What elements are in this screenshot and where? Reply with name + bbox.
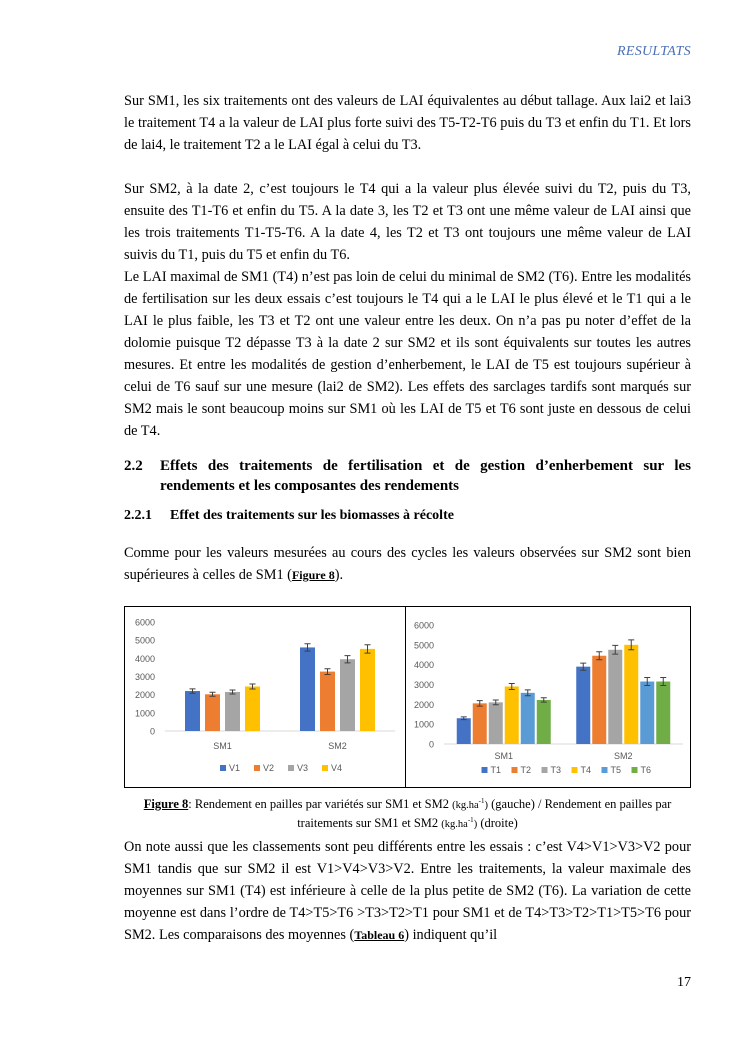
legend-label-V3: V3 xyxy=(297,763,309,773)
bar-T3-SM1 xyxy=(489,702,503,744)
bar-T6-SM2 xyxy=(656,682,670,744)
text: ) xyxy=(473,819,478,831)
chart-traitements xyxy=(405,606,691,788)
y-tick-label: 1000 xyxy=(134,708,155,719)
heading-number: 2.2.1 xyxy=(124,508,152,523)
heading-number: 2.2 xyxy=(124,458,143,474)
text: : Rendement en pailles par variétés sur SM1 et SM2 xyxy=(188,797,453,812)
text: (droite) xyxy=(477,816,518,831)
paragraph-4 xyxy=(124,542,691,586)
text: -1 xyxy=(467,816,474,825)
subsection-heading-2-2-1 xyxy=(124,508,454,524)
bar-V3-SM2 xyxy=(340,659,355,731)
y-tick-label: 3000 xyxy=(134,672,155,682)
text: ) indiquent qu’il xyxy=(404,927,498,943)
x-tick-label: SM1 xyxy=(494,751,514,761)
bar-T3-SM2 xyxy=(608,650,622,744)
legend-label-V2: V2 xyxy=(263,763,275,773)
x-tick-label: SM2 xyxy=(613,751,633,761)
legend-label-T2: T2 xyxy=(520,765,532,775)
legend-swatch-V2 xyxy=(254,765,260,771)
legend-swatch-V1 xyxy=(220,765,226,771)
legend-swatch-T3 xyxy=(542,767,548,773)
legend-swatch-T2 xyxy=(512,767,518,773)
bar-V2-SM2 xyxy=(320,672,335,731)
heading-text: Effets des traitements de fertilisation et de gestion d’enherbement sur les rendements et les composantes des rendements xyxy=(160,458,691,494)
y-tick-label: 6000 xyxy=(413,620,434,631)
bar-T4-SM1 xyxy=(505,686,519,744)
figure-reference-link[interactable]: Figure 8 xyxy=(291,568,335,582)
x-tick-label: SM2 xyxy=(328,741,347,751)
y-tick-label: 5000 xyxy=(413,640,434,651)
legend-swatch-V3 xyxy=(288,765,294,771)
legend-label-T1: T1 xyxy=(490,765,502,775)
bar-V1-SM2 xyxy=(300,647,315,731)
y-tick-label: 6000 xyxy=(134,617,155,628)
legend-label-T4: T4 xyxy=(580,765,592,775)
paragraph-2: Sur SM2, à la date 2, c’est toujours le T4 qui a la valeur plus élevée suivi du T2, puis du T3, ensuite des T1-T6 et enfin du T5. A la date 3, les T2 et T3 ont une même valeur de LAI ainsi que les trois traitements T1-T5-T6. A la date 4, les T2 et T3 ont toujours une même valeur de LAI suivis du T1, puis du T5 et enfin du T6. xyxy=(124,181,691,263)
legend-label-T5: T5 xyxy=(610,765,622,775)
bar-T2-SM1 xyxy=(473,703,487,744)
y-tick-label: 4000 xyxy=(413,660,434,671)
figure-caption xyxy=(124,794,691,832)
section-heading-2-2 xyxy=(124,456,691,496)
page-number: 17 xyxy=(677,975,691,990)
bar-T4-SM2 xyxy=(624,645,638,744)
legend-swatch-T5 xyxy=(602,767,608,773)
text: (kg.ha xyxy=(452,800,479,812)
bar-T1-SM1 xyxy=(457,718,471,744)
chart-varietes-svg xyxy=(125,607,406,787)
chart-varietes xyxy=(124,606,407,788)
table-reference-link[interactable]: Tableau 6 xyxy=(354,928,405,942)
legend-swatch-T6 xyxy=(632,767,638,773)
y-tick-label: 5000 xyxy=(134,635,155,646)
legend-label-T3: T3 xyxy=(550,765,562,775)
bar-V4-SM2 xyxy=(360,649,375,731)
heading-text: Effet des traitements sur les biomasses à récolte xyxy=(170,508,454,523)
x-tick-label: SM1 xyxy=(213,741,232,751)
text: ) xyxy=(484,800,489,812)
text: (gauche) / Rendement en pailles par traitements sur SM1 et SM2 xyxy=(297,797,672,831)
legend-label-T6: T6 xyxy=(640,765,652,775)
y-tick-label: 0 xyxy=(149,726,155,737)
legend-swatch-V4 xyxy=(322,765,328,771)
caption-label: Figure 8 xyxy=(143,797,189,812)
text: Comme pour les valeurs mesurées au cours des cycles les valeurs observées sur SM2 sont bien supérieures à celles de SM1 ( xyxy=(124,545,691,583)
y-tick-label: 1000 xyxy=(413,719,434,730)
y-tick-label: 2000 xyxy=(134,690,155,701)
bar-T6-SM1 xyxy=(537,700,551,744)
bar-T2-SM2 xyxy=(592,656,606,744)
text: (kg.ha xyxy=(441,819,468,831)
text: ). xyxy=(334,567,344,583)
chart-traitements-svg xyxy=(406,607,690,787)
bar-V2-SM1 xyxy=(205,694,220,731)
paragraph-5 xyxy=(124,836,691,946)
bar-V4-SM1 xyxy=(245,686,260,731)
paragraph-3: Le LAI maximal de SM1 (T4) n’est pas loin de celui du minimal de SM2 (T6). Entre les modalités de fertilisation sur les deux essais c’est toujours le T4 qui a le LAI le plus élevé et le T1 qui a le LAI le plus faible, les T3 et T2 ont une valeur entre les deux. On n’a pas pu noter d’effet de la dolomie puisque T2 dépasse T3 à la date 2 sur SM2 et ils sont équivalents sur toutes les autres mesures. Et entre les modalités de gestion d’enherbement, le LAI de T5 est toujours supérieur à celui de T6 sauf sur une mesure (lai2 de SM2). Les effets des sarclages tardifs sont marqués sur SM2 mais le sont beaucoup moins sur SM1 où les LAI de T5 et T6 sont juste en dessous de celui de T4. xyxy=(124,269,691,439)
legend-label-V1: V1 xyxy=(229,763,241,773)
bar-V1-SM1 xyxy=(185,691,200,731)
legend-label-V4: V4 xyxy=(331,763,343,773)
legend-swatch-T1 xyxy=(482,767,488,773)
text: On note aussi que les classements sont peu différents entre les essais : c’est V4>V1>V3>V2 pour SM1 tandis que sur SM2 il est V1>V4>V3>V2. Entre les traitements, la valeur maximale des moyennes sur SM1 (T4) est inférieure à celle de la plus petite de SM2 (T6). La variation de cette moyenne est dans l’ordre de T4>T5>T6 >T3>T2>T1 pour SM1 et de T4>T3>T2>T1>T5>T6 pour SM2. Les comparaisons des moyennes ( xyxy=(124,839,691,943)
bar-V3-SM1 xyxy=(225,692,240,731)
bar-T5-SM1 xyxy=(521,693,535,744)
paragraph-1: Sur SM1, les six traitements ont des valeurs de LAI équivalentes au début tallage. Aux lai2 et lai3 le traitement T4 a la valeur de LAI plus forte suivi des T5-T2-T6 puis du T3 et enfin du T1. Et lors de lai4, le traitement T2 a le LAI égal à celui du T3. xyxy=(124,93,691,153)
y-tick-label: 3000 xyxy=(413,680,434,690)
legend-swatch-T4 xyxy=(572,767,578,773)
bar-T1-SM2 xyxy=(576,667,590,744)
y-tick-label: 0 xyxy=(428,739,434,750)
y-tick-label: 4000 xyxy=(134,653,155,664)
section-header: RESULTATS xyxy=(617,44,691,59)
text: -1 xyxy=(478,797,485,805)
y-tick-label: 2000 xyxy=(413,699,434,710)
bar-T5-SM2 xyxy=(640,682,654,744)
